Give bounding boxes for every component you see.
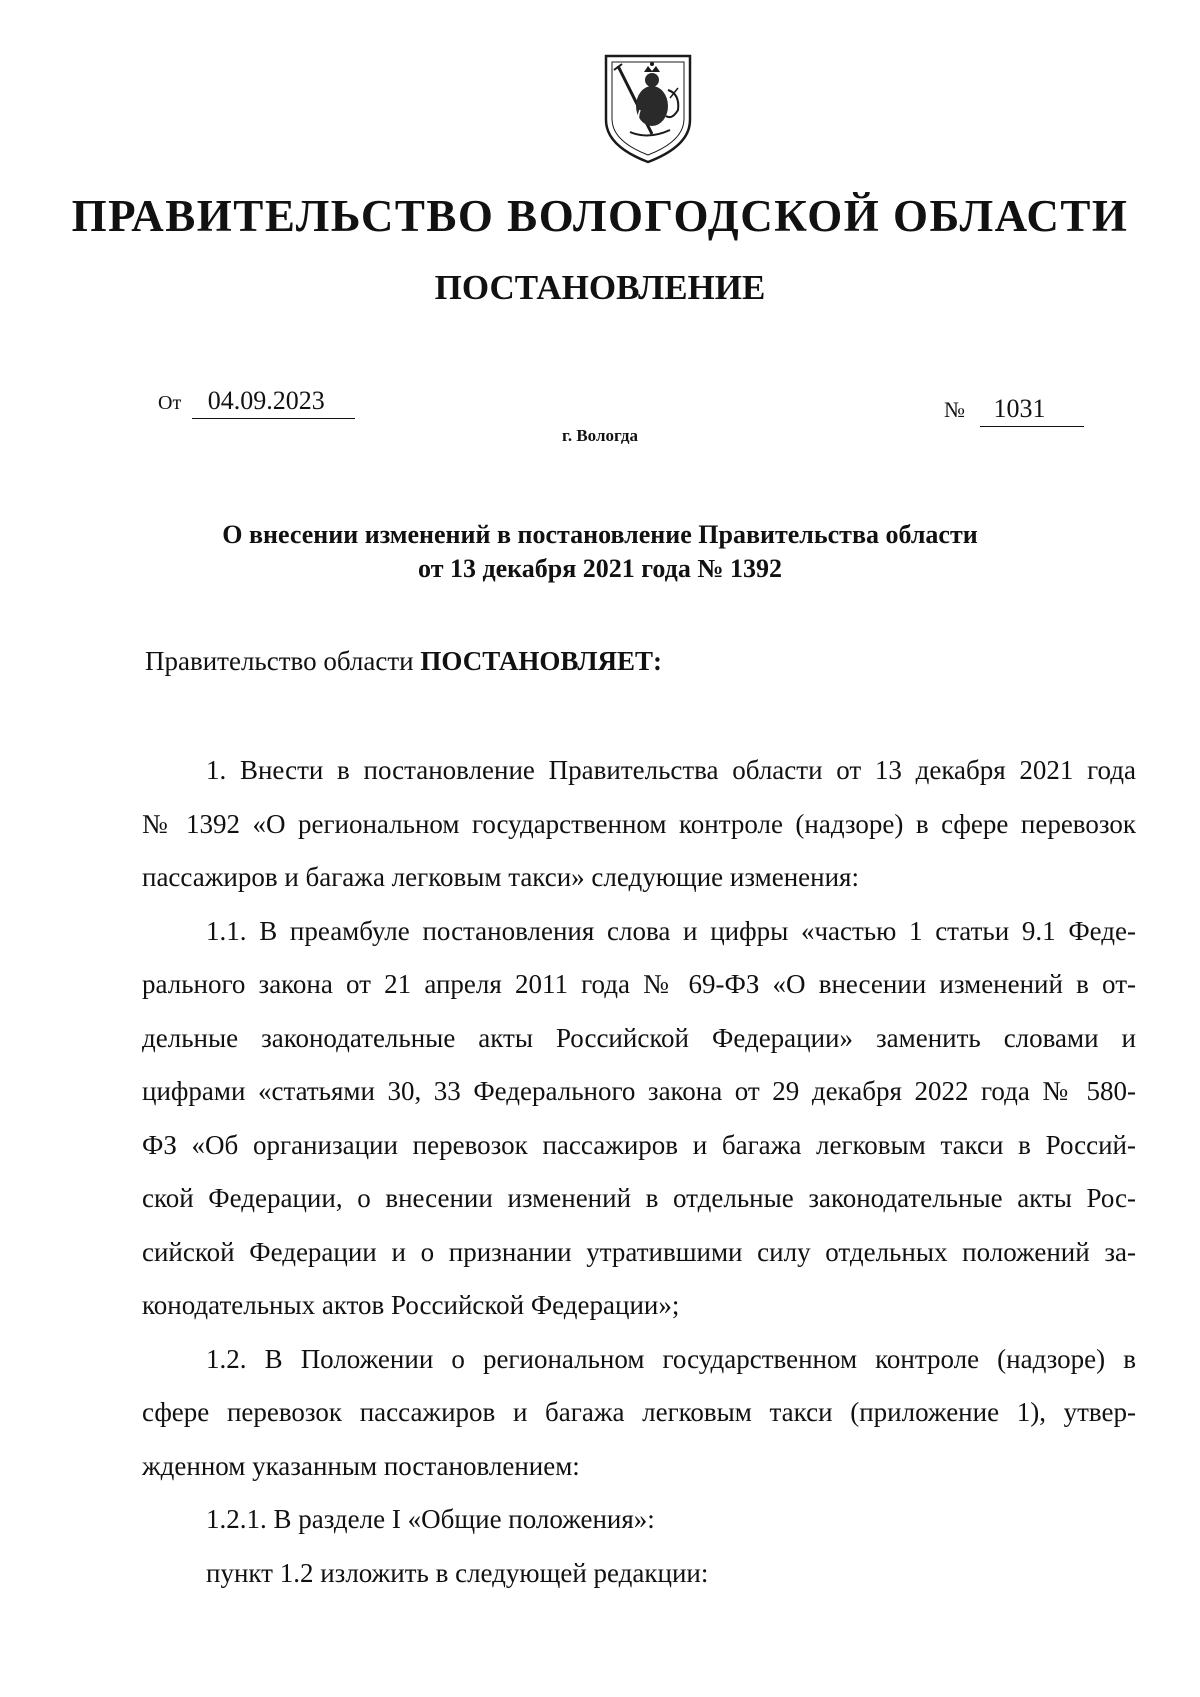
- document-subject: [0, 518, 1200, 586]
- document-type-heading: ПОСТАНОВЛЕНИЕ: [434, 268, 766, 307]
- number-value: 1031: [980, 394, 1084, 427]
- document-body: [142, 744, 1136, 1600]
- body-line: конодательных актов Российской Федерации»;: [142, 1290, 680, 1320]
- preamble: [145, 646, 662, 677]
- number-prefix: №: [944, 397, 965, 422]
- subject-line-2: от 13 декабря 2021 года № 1392: [418, 554, 782, 583]
- body-line: ской Федерации, о внесении изменений в отдельные законодательные акты Рос-: [142, 1183, 1136, 1213]
- body-line: цифрами «статьями 30, 33 Федерального закона от 29 декабря 2022 года № 580-: [142, 1076, 1136, 1106]
- body-line: сийской Федерации и о признании утратившими силу отдельных положений за-: [142, 1236, 1136, 1267]
- body-line: рального закона от 21 апреля 2011 года № 69-ФЗ «О внесении изменений в от-: [142, 969, 1136, 999]
- preamble-emphasis: ПОСТАНОВЛЯЕТ:: [420, 646, 662, 676]
- body-line: жденном указанным постановлением:: [142, 1450, 580, 1481]
- document-number: [944, 394, 1084, 427]
- date-prefix: От: [158, 392, 182, 414]
- body-line: пункт 1.2 изложить в следующей редакции:: [206, 1557, 709, 1588]
- body-line: пассажиров и багажа легковым такси» следующие изменения:: [142, 862, 859, 892]
- document-date: [158, 386, 355, 419]
- body-line: 1.1. В преамбуле постановления слова и цифры «частью 1 статьи 9.1 Феде-: [206, 915, 1136, 946]
- coat-of-arms-icon: [600, 50, 696, 166]
- body-line: дельные законодательные акты Российской Федерации» заменить словами и: [142, 1022, 1136, 1053]
- date-value: 04.09.2023: [192, 386, 355, 419]
- preamble-text: Правительство области: [145, 646, 421, 676]
- subject-line-1: О внесении изменений в постановление Правительства области: [222, 520, 978, 549]
- organization-title: ПРАВИТЕЛЬСТВО ВОЛОГОДСКОЙ ОБЛАСТИ: [71, 191, 1129, 241]
- city-label: г. Вологда: [562, 426, 638, 445]
- body-line: 1.2.1. В разделе I «Общие положения»:: [206, 1504, 655, 1534]
- body-line: ФЗ «Об организации перевозок пассажиров и багажа легковым такси в Россий-: [142, 1129, 1136, 1160]
- body-line: 1. Внести в постановление Правительства области от 13 декабря 2021 года: [206, 755, 1136, 785]
- body-line: 1.2. В Положении о региональном государственном контроле (надзоре) в: [206, 1343, 1136, 1374]
- body-line: № 1392 «О региональном государственном контроле (надзоре) в сфере перевозок: [142, 808, 1136, 839]
- body-line: сфере перевозок пассажиров и багажа легковым такси (приложение 1), утвер-: [142, 1397, 1136, 1427]
